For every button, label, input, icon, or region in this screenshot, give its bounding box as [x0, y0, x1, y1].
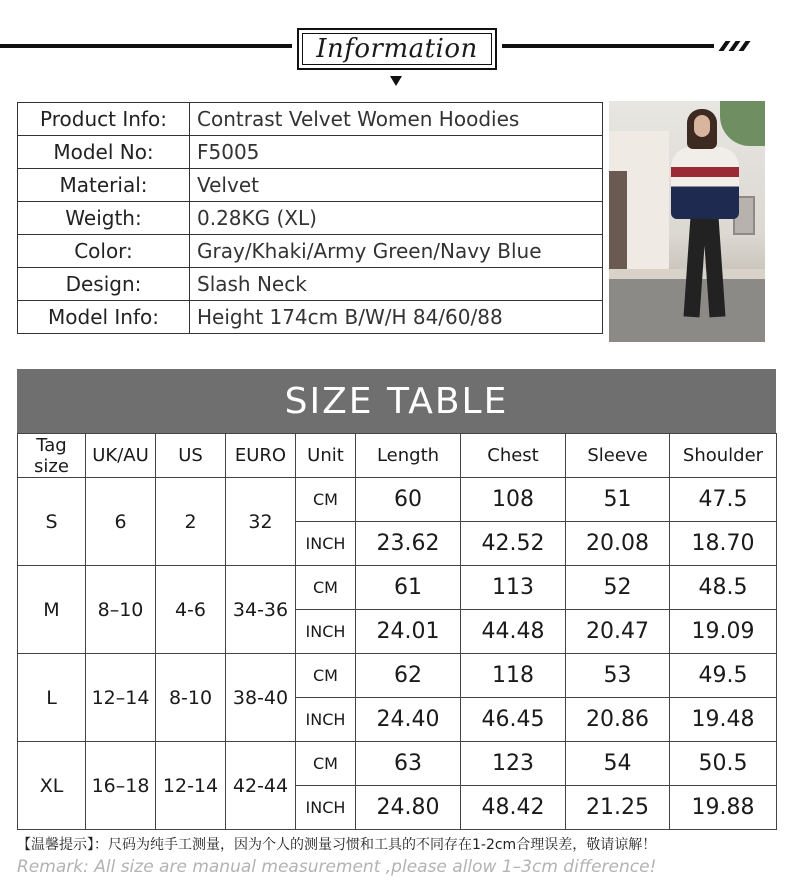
col-header: EURO — [226, 434, 296, 478]
photo-model-face — [694, 115, 710, 137]
size-table — [17, 433, 777, 830]
size-table-title: SIZE TABLE — [17, 369, 776, 433]
tag-size: XL — [18, 742, 86, 830]
length-cell: 60 — [356, 478, 461, 522]
info-row — [18, 202, 603, 235]
unit-cell: CM — [296, 742, 356, 786]
header-slash-decoration — [738, 41, 750, 51]
remark-english: Remark: All size are manual measurement ,please allow 1–3cm difference! — [17, 857, 657, 877]
unit-cell: CM — [296, 654, 356, 698]
shoulder-cell: 19.88 — [670, 786, 777, 830]
uk-au-size: 16–18 — [86, 742, 156, 830]
length-cell: 24.40 — [356, 698, 461, 742]
info-row — [18, 103, 603, 136]
us-size: 12-14 — [156, 742, 226, 830]
chest-cell: 108 — [461, 478, 566, 522]
col-header: UK/AU — [86, 434, 156, 478]
length-cell: 23.62 — [356, 522, 461, 566]
size-row-cm — [18, 654, 777, 698]
length-cell: 62 — [356, 654, 461, 698]
shoulder-cell: 50.5 — [670, 742, 777, 786]
chest-cell: 118 — [461, 654, 566, 698]
sleeve-cell: 21.25 — [566, 786, 670, 830]
chest-cell: 113 — [461, 566, 566, 610]
us-size: 2 — [156, 478, 226, 566]
shoulder-cell: 48.5 — [670, 566, 777, 610]
unit-cell: INCH — [296, 610, 356, 654]
length-cell: 24.01 — [356, 610, 461, 654]
info-value: Height 174cm B/W/H 84/60/88 — [190, 301, 603, 334]
photo-door — [609, 171, 627, 281]
unit-cell: CM — [296, 478, 356, 522]
us-size: 8-10 — [156, 654, 226, 742]
sleeve-cell: 20.47 — [566, 610, 670, 654]
info-value: Contrast Velvet Women Hoodies — [190, 103, 603, 136]
size-row-cm — [18, 742, 777, 786]
unit-cell: INCH — [296, 786, 356, 830]
sleeve-cell: 53 — [566, 654, 670, 698]
header-title-box — [297, 28, 497, 70]
unit-cell: CM — [296, 566, 356, 610]
uk-au-size: 8–10 — [86, 566, 156, 654]
info-row — [18, 136, 603, 169]
chest-cell: 48.42 — [461, 786, 566, 830]
col-header: Unit — [296, 434, 356, 478]
product-info-table — [17, 102, 603, 334]
tag-size: L — [18, 654, 86, 742]
info-label: Color: — [18, 235, 190, 268]
shoulder-cell: 18.70 — [670, 522, 777, 566]
down-arrow-icon — [390, 76, 402, 86]
info-label: Weigth: — [18, 202, 190, 235]
photo-tree — [720, 101, 765, 146]
header-rule-right — [502, 44, 714, 48]
unit-cell: INCH — [296, 698, 356, 742]
euro-size: 38-40 — [226, 654, 296, 742]
model-photo — [609, 101, 765, 342]
shoulder-cell: 47.5 — [670, 478, 777, 522]
sleeve-cell: 20.86 — [566, 698, 670, 742]
info-value: F5005 — [190, 136, 603, 169]
sleeve-cell: 52 — [566, 566, 670, 610]
col-header: Tag size — [18, 434, 86, 478]
us-size: 4-6 — [156, 566, 226, 654]
info-value: Velvet — [190, 169, 603, 202]
header-title: Information — [302, 33, 492, 65]
unit-cell: INCH — [296, 522, 356, 566]
chest-cell: 123 — [461, 742, 566, 786]
info-row — [18, 301, 603, 334]
info-label: Material: — [18, 169, 190, 202]
info-label: Model No: — [18, 136, 190, 169]
tag-size: S — [18, 478, 86, 566]
tag-size: M — [18, 566, 86, 654]
remark-chinese: 【温馨提示】：尺码为纯手工测量，因为个人的测量习惯和工具的不同存在1-2cm合理误差，敬请谅解！ — [17, 837, 657, 853]
col-header: Sleeve — [566, 434, 670, 478]
uk-au-size: 12–14 — [86, 654, 156, 742]
shoulder-cell: 19.48 — [670, 698, 777, 742]
info-label: Model Info: — [18, 301, 190, 334]
size-header-row — [18, 434, 777, 478]
euro-size: 42-44 — [226, 742, 296, 830]
info-row — [18, 169, 603, 202]
length-cell: 61 — [356, 566, 461, 610]
uk-au-size: 6 — [86, 478, 156, 566]
col-header: Chest — [461, 434, 566, 478]
length-cell: 63 — [356, 742, 461, 786]
size-row-cm — [18, 566, 777, 610]
col-header: Length — [356, 434, 461, 478]
sleeve-cell: 20.08 — [566, 522, 670, 566]
size-row-cm — [18, 478, 777, 522]
shoulder-cell: 19.09 — [670, 610, 777, 654]
info-value: Gray/Khaki/Army Green/Navy Blue — [190, 235, 603, 268]
info-label: Product Info: — [18, 103, 190, 136]
euro-size: 32 — [226, 478, 296, 566]
length-cell: 24.80 — [356, 786, 461, 830]
sleeve-cell: 51 — [566, 478, 670, 522]
chest-cell: 42.52 — [461, 522, 566, 566]
photo-model-hoodie — [671, 147, 739, 219]
col-header: US — [156, 434, 226, 478]
info-value: 0.28KG (XL) — [190, 202, 603, 235]
info-row — [18, 235, 603, 268]
header-rule-left — [0, 44, 292, 48]
info-label: Design: — [18, 268, 190, 301]
sleeve-cell: 54 — [566, 742, 670, 786]
chest-cell: 46.45 — [461, 698, 566, 742]
col-header: Shoulder — [670, 434, 777, 478]
euro-size: 34-36 — [226, 566, 296, 654]
shoulder-cell: 49.5 — [670, 654, 777, 698]
info-row — [18, 268, 603, 301]
chest-cell: 44.48 — [461, 610, 566, 654]
info-value: Slash Neck — [190, 268, 603, 301]
